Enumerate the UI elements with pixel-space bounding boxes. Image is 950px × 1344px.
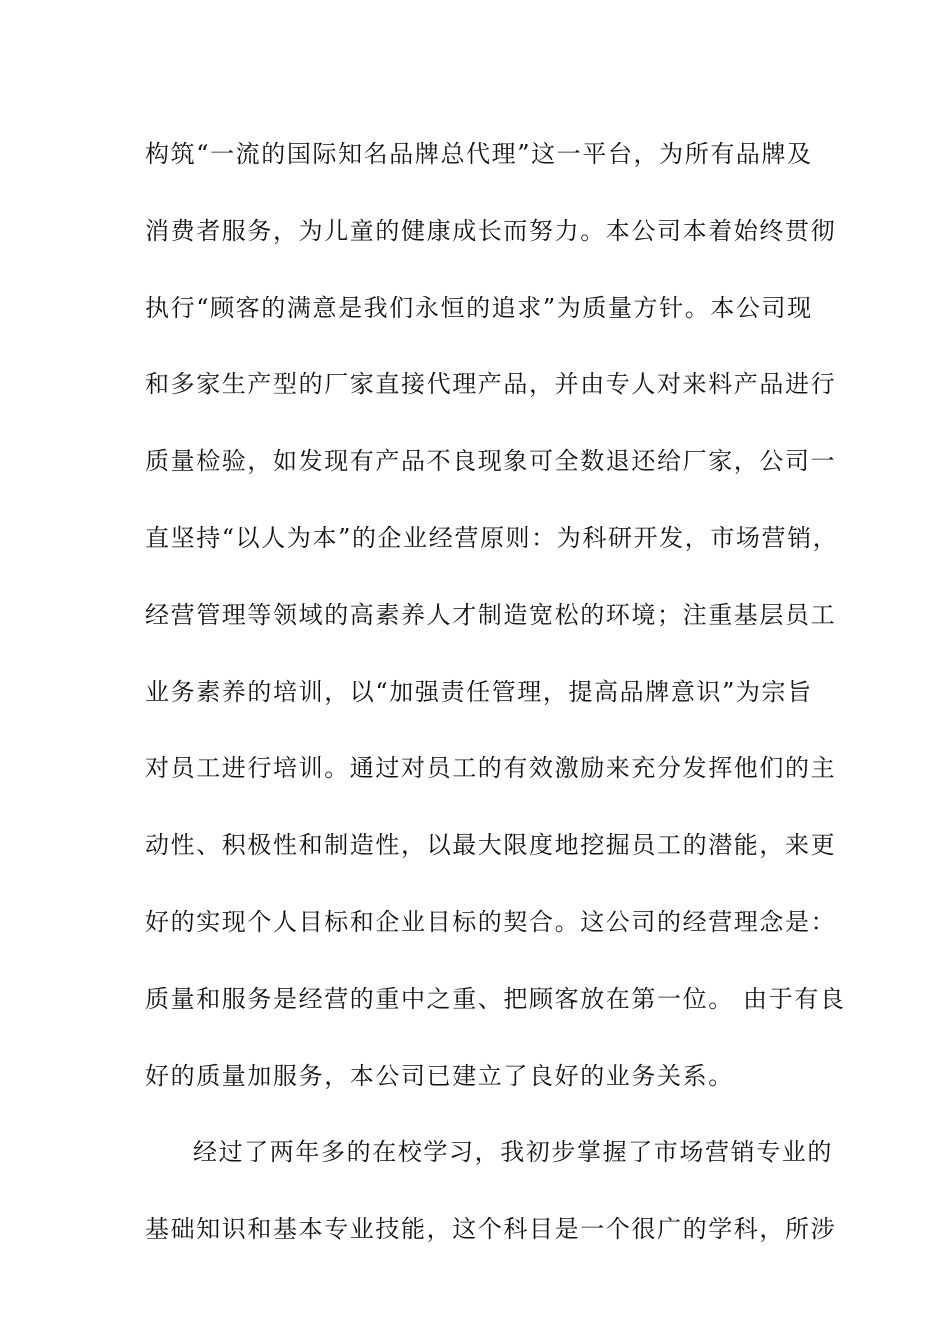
text-line: 基础知识和基本专业技能，这个科目是一个很广的学科，所涉 <box>145 1215 837 1244</box>
paragraph-start-line: 经过了两年多的在校学习，我初步掌握了市场营销专业的 <box>193 1138 833 1167</box>
text-line: 好的实现个人目标和企业目标的契合。这公司的经营理念是： <box>145 907 837 936</box>
text-line: 动性、积极性和制造性，以最大限度地挖掘员工的潜能，来更 <box>145 831 837 860</box>
text-line: 质量检验，如发现有产品不良现象可全数退还给厂家，公司一 <box>145 447 837 476</box>
text-line: 执行“顾客的满意是我们永恒的追求”为质量方针。本公司现 <box>145 293 813 322</box>
text-line: 对员工进行培训。通过对员工的有效激励来充分发挥他们的主 <box>145 754 837 783</box>
text-line: 好的质量加服务，本公司已建立了良好的业务关系。 <box>145 1061 734 1090</box>
text-line: 直坚持“以人为本”的企业经营原则：为科研开发，市场营销， <box>145 523 839 552</box>
text-line: 质量和服务是经营的重中之重、把顾客放在第一位。 由于有良 <box>145 984 846 1013</box>
text-line: 和多家生产型的厂家直接代理产品，并由专人对来料产品进行 <box>145 370 837 399</box>
text-line: 构筑“一流的国际知名品牌总代理”这一平台，为所有品牌及 <box>145 140 813 168</box>
text-line: 业务素养的培训，以“加强责任管理，提高品牌意识”为宗旨 <box>145 677 813 706</box>
text-line: 经营管理等领域的高素养人才制造宽松的环境；注重基层员工 <box>145 600 837 629</box>
body-text <box>145 130 845 1282</box>
text-line: 消费者服务，为儿童的健康成长而努力。本公司本着始终贯彻 <box>145 216 837 245</box>
